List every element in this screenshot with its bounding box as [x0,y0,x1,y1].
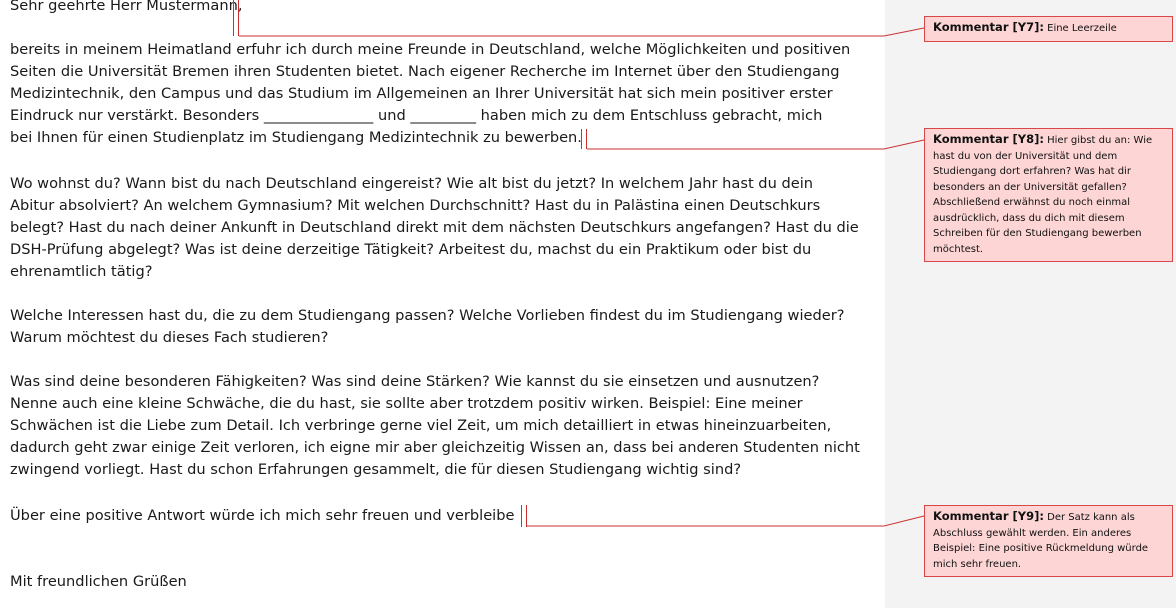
paragraph-closing-sentence [10,505,880,527]
salutation-line: Sehr geehrte Herr Mustermann, [10,0,243,14]
comment-text: Hier gibst du an: Wie hast du von der Universität und dem Studiengang dort erfahren? Was hat dir besonders an der Universität gefallen? Abschließend erwähnst du noch einmal ausdrücklich, dass du dich mit diesem Schreiben für den Studiengang bewerben möchtest. [933,135,1153,255]
closing-line: Mit freundlichen Grüßen [10,573,187,590]
paragraph-intro [10,39,880,149]
comment-anchor-y8[interactable] [581,129,587,149]
comment-tag: Kommentar [Y9]: [933,509,1044,523]
comment-text: Eine Leerzeile [1047,23,1117,34]
paragraph-line: Welche Interessen hast du, die zu dem Studiengang passen? Welche Vorlieben findest du im Studiengang wieder? [10,307,845,324]
paragraph-line: Wo wohnst du? Wann bist du nach Deutschland eingereist? Wie alt bist du jetzt? In welchem Jahr hast du dein [10,175,813,192]
paragraph-line: belegt? Hast du nach deiner Ankunft in Deutschland direkt mit dem nächsten Deutschkurs angefangen? Hast du die [10,219,859,236]
paragraph-line: bereits in meinem Heimatland erfuhr ich durch meine Freunde in Deutschland, welche Möglichkeiten und positiven [10,41,851,58]
comment-text: Der Satz kann als Abschluss gewählt werden. Ein anderes Beispiel: Eine positive Rückmeldung würde mich sehr freuen. [933,512,1149,570]
paragraph-line: Über eine positive Antwort würde ich mich sehr freuen und verbleibe [10,507,515,524]
paragraph-line: Seiten die Universität Bremen ihren Studenten bietet. Nach eigener Recherche im Internet über den Studiengang [10,63,840,80]
paragraph-line: Warum möchtest du dieses Fach studieren? [10,329,329,346]
paragraph-personal [10,173,880,283]
comment-anchor-y9[interactable] [521,505,527,527]
paragraph-line: DSH-Prüfung abgelegt? Was ist deine derzeitige Tätigkeit? Arbeitest du, machst du ein Praktikum oder bist du [10,241,812,258]
comment-anchor-y7[interactable] [233,0,239,36]
paragraph-line: Medizintechnik, den Campus und das Studium im Allgemeinen an Ihrer Universität hat sich mein positiver erster [10,85,833,102]
paragraph-line: Eindruck nur verstärkt. Besonders _______________ und _________ haben mich zu dem Entschluss gebracht, mich [10,107,823,124]
paragraph-line: dadurch geht zwar einige Zeit verloren, ich eigne mir aber gleichzeitig Wissen an, dass bei anderen Studenten nicht [10,439,860,456]
paragraph-line: Abitur absolviert? An welchem Gymnasium? Mit welchen Durchschnitt? Hast du in Palästina einen Deutschkurs [10,197,821,214]
comment-box-y8[interactable] [924,128,1173,262]
comment-box-y7[interactable] [924,16,1173,42]
paragraph-strengths [10,371,880,481]
paragraph-line: Schwächen ist die Liebe zum Detail. Ich verbringe gerne viel Zeit, um mich detailliert in etwas hineinzuarbeiten, [10,417,832,434]
paragraph-interests [10,305,880,349]
paragraph-line: zwingend vorliegt. Hast du schon Erfahrungen gesammelt, die für diesen Studiengang wichtig sind? [10,461,742,478]
paragraph-line: Was sind deine besonderen Fähigkeiten? Was sind deine Stärken? Wie kannst du sie einsetzen und ausnutzen? [10,373,820,390]
comment-box-y9[interactable] [924,505,1173,577]
salutation [10,0,880,17]
paragraph-line: Nenne auch eine kleine Schwäche, die du hast, sie sollte aber trotzdem positiv wirken. Beispiel: Eine meiner [10,395,803,412]
comment-tag: Kommentar [Y7]: [933,20,1044,34]
comment-tag: Kommentar [Y8]: [933,132,1044,146]
closing [10,571,880,593]
paragraph-line: ehrenamtlich tätig? [10,263,153,280]
paragraph-line: bei Ihnen für einen Studienplatz im Studiengang Medizintechnik zu bewerben. [10,129,582,146]
